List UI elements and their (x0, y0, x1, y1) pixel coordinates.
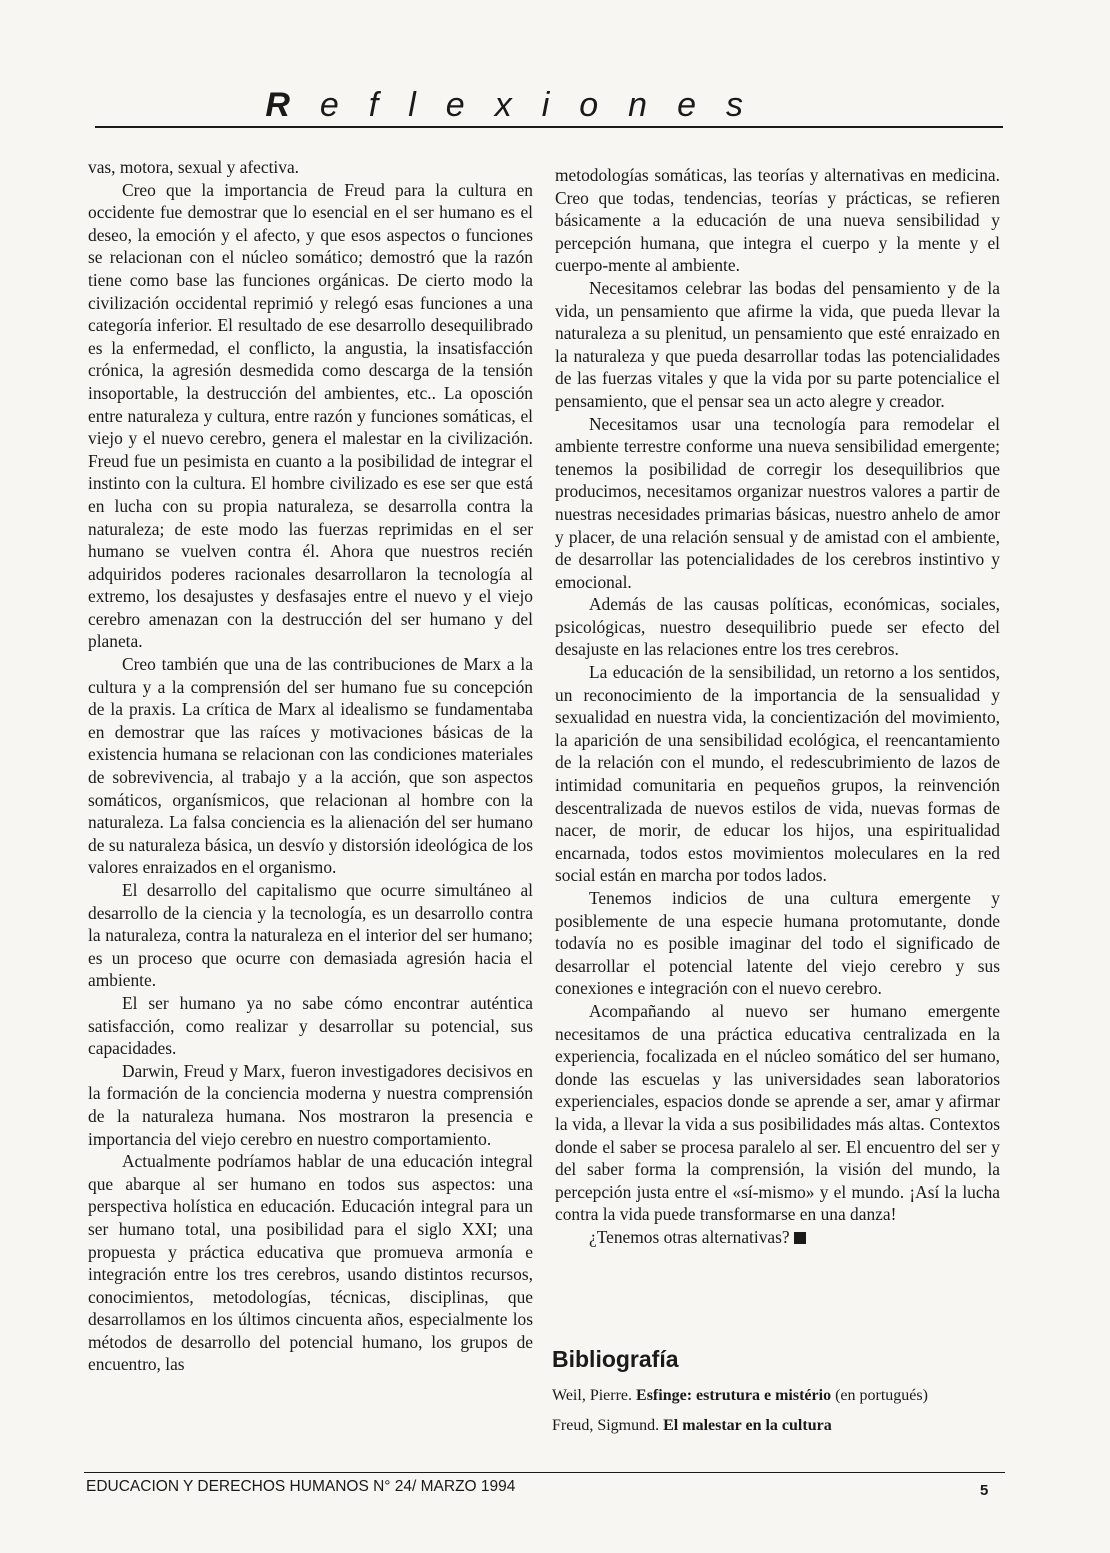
right-column (555, 164, 1000, 1249)
closing-paragraph (555, 1226, 1000, 1249)
bibliography-note: (en portugués) (835, 1387, 928, 1404)
paragraph: Creo también que una de las contribuciones de Marx a la cultura y a la comprensión del ser humano fue su concepción de la praxis. La crítica de Marx al idealismo se fundamentaba en demostrar que las raíces y motivaciones básicas de la existencia humana se relacionan con las condiciones materiales de sobrevivencia, al trabajo y a la acción, que son aspectos somáticos, organísmicos, que relacionan al hombre con la naturaleza. La falsa conciencia es la alienación del ser humano de su naturaleza básica, un desvío y distorsión ideológica de los valores enraizados en el organismo. (88, 654, 533, 878)
bibliography-entry (552, 1385, 1012, 1407)
paragraph: Darwin, Freud y Marx, fueron investigadores decisivos en la formación de la conciencia moderna y nuestra comprensión de la naturaleza humana. Nos mostraron la presencia e importancia del viejo cerebro en nuestro comportamiento. (88, 1060, 533, 1149)
section-title-initial: R (265, 86, 320, 124)
paragraph: Tenemos indicios de una cultura emergente y posiblemente de una especie humana protomutante, donde todavía no es posible imaginar del todo el significado de desarrollar el potencial latente del viejo cerebro y sus conexiones e integración con el nuevo cerebro. (555, 888, 1000, 999)
left-column (88, 156, 533, 1376)
end-mark-icon (794, 1232, 806, 1244)
bibliography-work: El malestar en la cultura (663, 1417, 832, 1434)
paragraph: metodologías somáticas, las teorías y alternativas en medicina. Creo que todas, tendencias, teorías y prácticas, se refieren básicamente a la educación de una nueva sensibilidad y percepción humana, que integra el cuerpo y la mente y el cuerpo-mente al ambiente. (555, 165, 1000, 276)
bibliography-entry (552, 1415, 1012, 1437)
paragraph: Creo que la importancia de Freud para la cultura en occidente fue demostrar que lo esencial en el ser humano es el deseo, la emoción y el afecto, y que esos aspectos o funciones se relacionan con el núcleo somático; demostró que la razón tiene como base las funciones orgánicas. De cierto modo la civilización occidental reprimió y relegó esas funciones a una categoría inferior. El resultado de ese desarrollo desequilibrado es la enfermedad, el conflicto, la angustia, la insatisfacción crónica, la agresión desmedida como descarga de la tensión insoportable, la destrucción del ambientes, etc.. La oposción entre naturaleza y cultura, entre razón y funciones somáticas, el viejo y el nuevo cerebro, genera el malestar en la civilización. Freud fue un pesimista en cuanto a la posibilidad de integrar el instinto con la cultura. El hombre civilizado es ese ser que está en lucha con su propia naturaleza, se desarrolla contra la naturaleza; de este modo las fuerzas reprimidas en el ser humano se vuelven contra él. Ahora que nuestros recién adquiridos poderes racionales desarrollaron la tecnología al extremo, los desajustes y desfasajes entre el nuevo y el viejo cerebro amenazan con la destrucción del ser humano y del planeta. (88, 179, 533, 652)
section-title (265, 86, 773, 125)
bibliography-list (552, 1385, 1012, 1445)
bibliography-title: Bibliografía (552, 1346, 679, 1372)
section-header (95, 86, 1003, 128)
paragraph: El desarrollo del capitalismo que ocurre simultáneo al desarrollo de la ciencia y la tecnología, es un desarrollo contra la naturaleza, contra la naturaleza en el interior del ser humano; es un proceso que ocurre con demasiada agresión hacia el ambiente. (88, 880, 533, 991)
paragraph: El ser humano ya no sabe cómo encontrar auténtica satisfacción, como realizar y desarrollar su potencial, sus capacidades. (88, 992, 533, 1059)
bibliography-author: Freud, Sigmund. (552, 1417, 660, 1434)
paragraph: Necesitamos celebrar las bodas del pensamiento y de la vida, un pensamiento que afirme la vida, que pueda llevar la naturaleza a su plenitud, un pensamiento que esté enraizado en la naturaleza y que pueda desarrollar todas las potencialidades de las fuerzas vitales y que la vida por su parte potencialice el pensamiento, que el pensar sea un acto alegre y creador. (555, 277, 1000, 411)
bibliography-author: Weil, Pierre. (552, 1387, 633, 1404)
paragraph: La educación de la sensibilidad, un retorno a los sentidos, un reconocimiento de la importancia de la sensualidad y sexualidad en nuestra vida, la concientización del movimiento, la aparición de una sensibilidad ecológica, el reencantamiento de la relación con el mundo, el redescubrimiento de lazos de intimidad comunitaria en pequeños grupos, la reinvención descentralizada de nuevos estilos de vida, nuevas formas de nacer, de morir, de educar los hijos, una espiritualidad encarnada, todos estos movimientos moleculares en la red social están en marcha por todos lados. (555, 662, 1000, 886)
paragraph: Necesitamos usar una tecnología para remodelar el ambiente terrestre conforme una nueva sensibilidad emergente; tenemos la posibilidad de corregir los desequilibrios que producimos, necesitamos organizar nuestros valores a partir de nuestras necesidades primarias básicas, nuestro anhelo de amor y placer, de una relación sensual y de amistad con el ambiente, de desarrollar las potencialidades de los cerebros instintivo y emocional. (555, 413, 1000, 592)
footer-publication: EDUCACION Y DERECHOS HUMANOS N° 24/ MARZO 1994 (86, 1478, 516, 1495)
paragraph: Acompañando al nuevo ser humano emergente necesitamos de una práctica educativa centralizada en la experiencia, focalizada en el núcleo somático del ser humano, donde las escuelas y las universidades sean laboratorios experienciales, espacios donde se aprende a ser, amar y afirmar la vida, a llevar la vida a sus posibilidades más altas. Contextos donde el saber se procesa paralelo al ser. El encuentro del ser y del saber forma la comprensión, la visión del mundo, la percepción justa entre el «sí-mismo» y el mundo. ¡Así la lucha contra la vida puede transformarse en una danza! (555, 1000, 1000, 1225)
paragraph: Además de las causas políticas, económicas, sociales, psicológicas, nuestro desequilibrio puede ser efecto del desajuste en las relaciones entre los tres cerebros. (555, 594, 1000, 660)
footer-divider (84, 1472, 1005, 1473)
page-number: 5 (980, 1482, 989, 1499)
bibliography-work: Esfinge: estrutura e mistério (636, 1387, 832, 1404)
paragraph: vas, motora, sexual y afectiva. (88, 157, 300, 177)
closing-question: ¿Tenemos otras alternativas? (589, 1226, 790, 1247)
section-title-rest: eflexiones (319, 86, 773, 124)
paragraph: Actualmente podríamos hablar de una educación integral que abarque al ser humano en todos sus aspectos: una perspectiva holística en educación. Educación integral para un ser humano total, una posibilidad para el siglo XXI; una propuesta y práctica educativa que promueva armonía e integración entre los tres cerebros, usando distintos recursos, conocimientos, metodologías, técnicas, disciplinas, que desarrollamos en los últimos cincuenta años, especialmente los métodos de desarrollo del potencial humano, los grupos de encuentro, las (88, 1151, 533, 1375)
